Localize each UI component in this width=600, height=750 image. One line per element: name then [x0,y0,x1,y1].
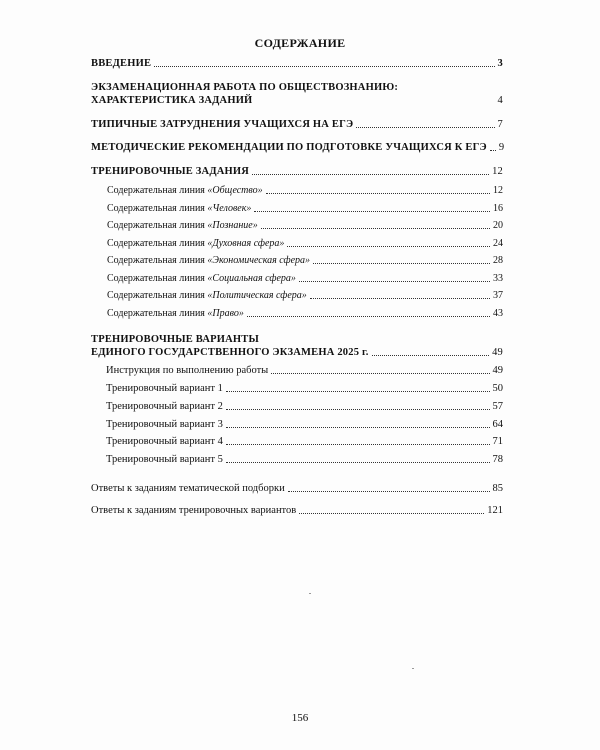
toc-subentry-variant[interactable] [106,383,503,395]
content-line-name: «Общество» [207,185,263,196]
page-title: СОДЕРЖАНИЕ [254,36,346,50]
content-line-prefix: Содержательная линия [107,273,205,284]
leader-dots [271,373,489,374]
toc-entry-label: Тренировочный вариант 4 [106,436,223,447]
toc-entry-page: 43 [493,308,503,319]
toc-entry-label: Ответы к заданиям тренировочных вариантов [91,505,297,516]
toc-subentry-content-line[interactable] [107,185,503,197]
toc-entry-label: ТИПИЧНЫЕ ЗАТРУДНЕНИЯ УЧАЩИХСЯ НА ЕГЭ [91,119,354,130]
toc-entry-page: 121 [487,505,503,516]
content-line-name: «Человек» [207,203,252,214]
leader-dots [252,174,489,175]
toc-entry-page: 12 [492,166,503,177]
toc-entry-page: 7 [497,119,503,130]
leader-dots [255,103,494,104]
leader-dots [154,66,494,67]
toc-subentry-content-line[interactable] [107,308,503,320]
toc-entry-typical-difficulties[interactable] [91,119,503,131]
toc-entry-training-tasks[interactable] [91,166,503,178]
toc-entry-label: Тренировочный вариант 1 [106,383,223,394]
leader-dots [254,211,490,212]
toc-entry-exam-work-line1[interactable]: ЭКЗАМЕНАЦИОННАЯ РАБОТА ПО ОБЩЕСТВОЗНАНИЮ: [91,82,399,93]
toc-entry-answers-thematic[interactable] [91,483,503,495]
toc-entry-page: 50 [492,383,503,394]
toc-entry-label: Ответы к заданиям тематической подборки [91,483,285,494]
toc-entry-page: 71 [492,436,503,447]
toc-entry-page: 28 [493,255,503,266]
leader-dots [299,281,490,282]
toc-subentry-content-line[interactable] [107,273,503,285]
leader-dots [226,444,490,445]
content-line-prefix: Содержательная линия [107,220,205,231]
leader-dots [313,263,490,264]
toc-entry-methodical-recommendations[interactable] [91,142,503,154]
toc-subentry-content-line[interactable] [107,203,503,215]
toc-entry-label: ЕДИНОГО ГОСУДАРСТВЕННОГО ЭКЗАМЕНА 2025 г. [91,347,369,358]
leader-dots [226,409,490,410]
toc-entry-label: МЕТОДИЧЕСКИЕ РЕКОМЕНДАЦИИ ПО ПОДГОТОВКЕ УЧАЩИХСЯ К ЕГЭ [91,142,487,153]
content-line-name: «Политическая сфера» [207,290,307,301]
toc-entry-training-variants[interactable] [91,347,503,359]
leader-dots [490,150,496,151]
content-line-prefix: Содержательная линия [107,290,205,301]
leader-dots [226,462,490,463]
leader-dots [310,298,490,299]
toc-entry-page: 57 [492,401,503,412]
toc-entry-label: Тренировочный вариант 5 [106,454,223,465]
toc-subentry-variant[interactable] [106,401,503,413]
leader-dots [299,513,484,514]
content-line-prefix: Содержательная линия [107,238,205,249]
leader-dots [226,391,490,392]
toc-entry-page: 64 [492,419,503,430]
content-line-name: «Познание» [207,220,258,231]
leader-dots [287,246,490,247]
toc-entry-page: 20 [493,220,503,231]
toc-entry-page: 16 [493,203,503,214]
scan-speck [309,593,311,594]
toc-entry-page: 24 [493,238,503,249]
page-number: 156 [291,712,309,724]
toc-entry-page: 3 [497,58,503,69]
content-line-prefix: Содержательная линия [107,185,205,196]
toc-subentry-variant[interactable] [106,419,503,431]
toc-subentry-content-line[interactable] [107,290,503,302]
leader-dots [266,193,490,194]
content-line-name: «Право» [207,308,244,319]
toc-entry-label: ВВЕДЕНИЕ [91,58,152,69]
toc-subentry-variant[interactable] [106,436,503,448]
content-line-name: «Духовная сфера» [207,238,285,249]
leader-dots [261,228,490,229]
toc-entry-exam-work[interactable] [91,95,503,107]
content-line-name: «Социальная сфера» [207,273,296,284]
content-line-prefix: Содержательная линия [107,308,205,319]
toc-entry-label: ТРЕНИРОВОЧНЫЕ ЗАДАНИЯ [91,166,250,177]
leader-dots [372,355,490,356]
toc-entry-label: Тренировочный вариант 3 [106,419,223,430]
toc-entry-page: 37 [493,290,503,301]
leader-dots [356,127,494,128]
toc-entry-page: 85 [492,483,503,494]
toc-subentry-variant[interactable] [106,365,503,377]
toc-entry-label: Инструкция по выполнению работы [106,365,269,376]
toc-subentry-content-line[interactable] [107,255,503,267]
toc-subentry-variant[interactable] [106,454,503,466]
toc-entry-introduction[interactable] [91,58,503,70]
toc-subentry-content-line[interactable] [107,220,503,232]
toc-subentry-content-line[interactable] [107,238,503,250]
toc-entry-page: 49 [492,347,503,358]
toc-entry-page: 4 [497,95,503,106]
content-line-prefix: Содержательная линия [107,203,205,214]
toc-entry-training-variants-line1[interactable]: ТРЕНИРОВОЧНЫЕ ВАРИАНТЫ [91,334,259,345]
content-line-prefix: Содержательная линия [107,255,205,266]
toc-entry-page: 9 [498,142,505,153]
leader-dots [226,427,490,428]
toc-entry-page: 12 [493,185,503,196]
toc-entry-answers-variants[interactable] [91,505,503,517]
toc-entry-label: Тренировочный вариант 2 [106,401,223,412]
scan-speck [412,668,414,669]
toc-entry-page: 49 [492,365,503,376]
toc-entry-page: 33 [493,273,503,284]
leader-dots [288,491,490,492]
leader-dots [247,316,490,317]
toc-entry-page: 78 [492,454,503,465]
toc-entry-label: ХАРАКТЕРИСТИКА ЗАДАНИЙ [91,95,253,106]
content-line-name: «Экономическая сфера» [207,255,311,266]
